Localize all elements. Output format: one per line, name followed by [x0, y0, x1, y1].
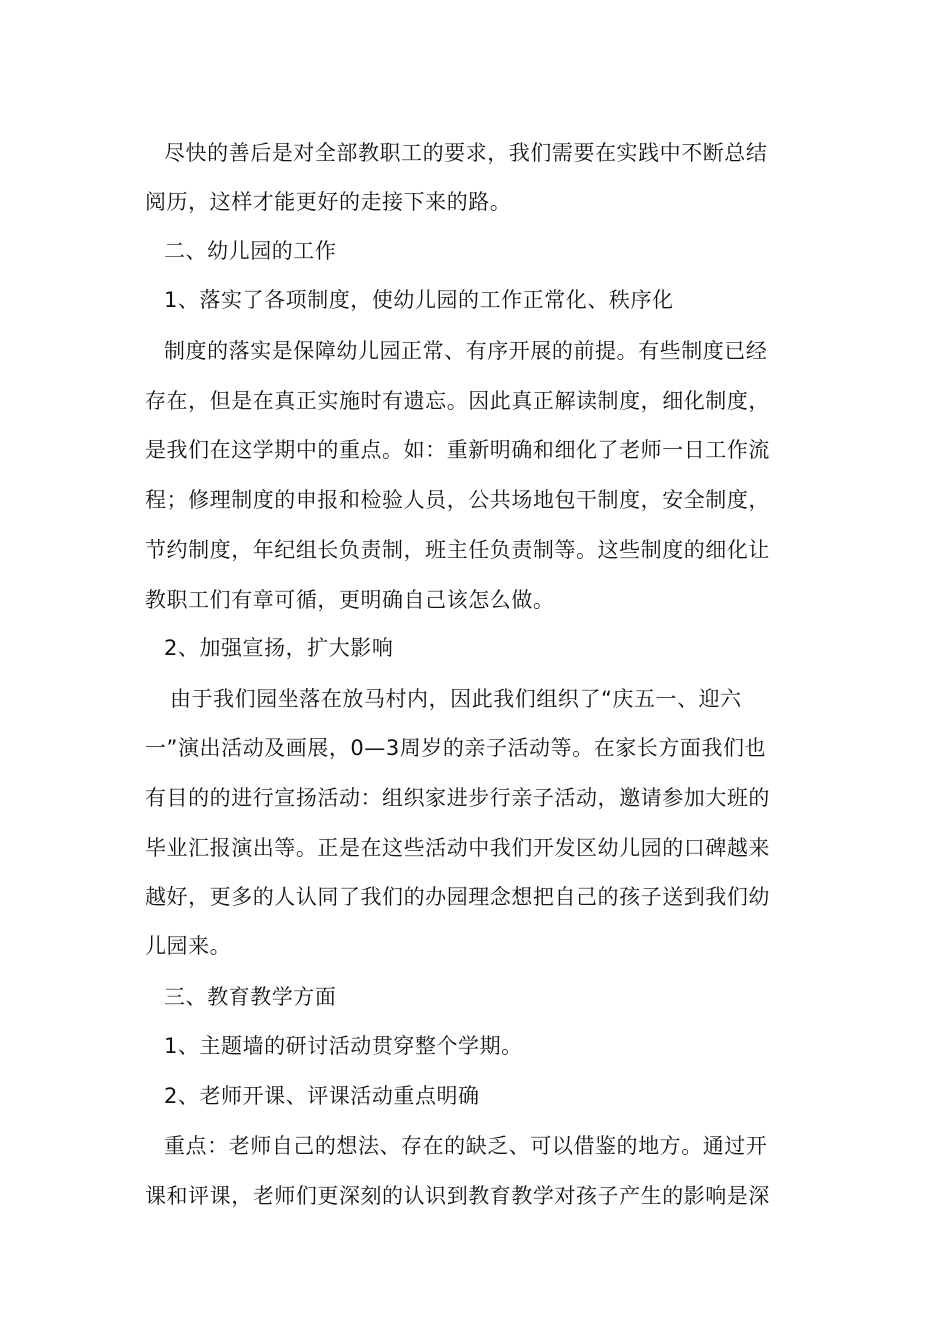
paragraph-line: 由于我们园坐落在放马村内，因此我们组织了“庆五一、迎六 [170, 687, 742, 711]
paragraph-line: 一”演出活动及画展，0—3周岁的亲子活动等。在家长方面我们也 [145, 736, 767, 760]
paragraph-line: 越好，更多的人认同了我们的办园理念想把自己的孩子送到我们幼 [145, 885, 770, 909]
paragraph-line: 重点：老师自己的想法、存在的缺乏、可以借鉴的地方。通过开 [164, 1134, 768, 1158]
subsection-heading: 2、老师开课、评课活动重点明确 [164, 1084, 480, 1108]
subsection-heading: 2、加强宣扬，扩大影响 [164, 636, 394, 660]
subsection-heading: 1、主题墙的研讨活动贯穿整个学期。 [164, 1034, 523, 1058]
paragraph-line: 程；修理制度的申报和检验人员，公共场地包干制度，安全制度， [145, 488, 770, 512]
paragraph-line: 制度的落实是保障幼儿园正常、有序开展的前提。有些制度已经 [164, 339, 768, 363]
paragraph-line: 阅历，这样才能更好的走接下来的路。 [145, 190, 512, 214]
paragraph-line: 是我们在这学期中的重点。如：重新明确和细化了老师一日工作流 [145, 438, 770, 462]
paragraph-line: 儿园来。 [145, 934, 232, 958]
subsection-heading: 1、落实了各项制度，使幼儿园的工作正常化、秩序化 [164, 288, 674, 312]
paragraph-line: 课和评课，老师们更深刻的认识到教育教学对孩子产生的影响是深 [145, 1184, 770, 1208]
section-heading: 三、教育教学方面 [164, 985, 337, 1009]
paragraph-line: 教职工们有章可循，更明确自己该怎么做。 [145, 588, 555, 612]
paragraph-line: 存在，但是在真正实施时有遗忘。因此真正解读制度，细化制度， [145, 389, 770, 413]
paragraph-line: 尽快的善后是对全部教职工的要求，我们需要在实践中不断总结 [164, 141, 768, 165]
section-heading: 二、幼儿园的工作 [164, 239, 337, 263]
paragraph-line: 毕业汇报演出等。正是在这些活动中我们开发区幼儿园的口碑越来 [145, 836, 770, 860]
paragraph-line: 有目的的进行宣扬活动：组织家进步行亲子活动，邀请参加大班的 [145, 786, 770, 810]
paragraph-line: 节约制度，年纪组长负责制，班主任负责制等。这些制度的细化让 [145, 538, 770, 562]
